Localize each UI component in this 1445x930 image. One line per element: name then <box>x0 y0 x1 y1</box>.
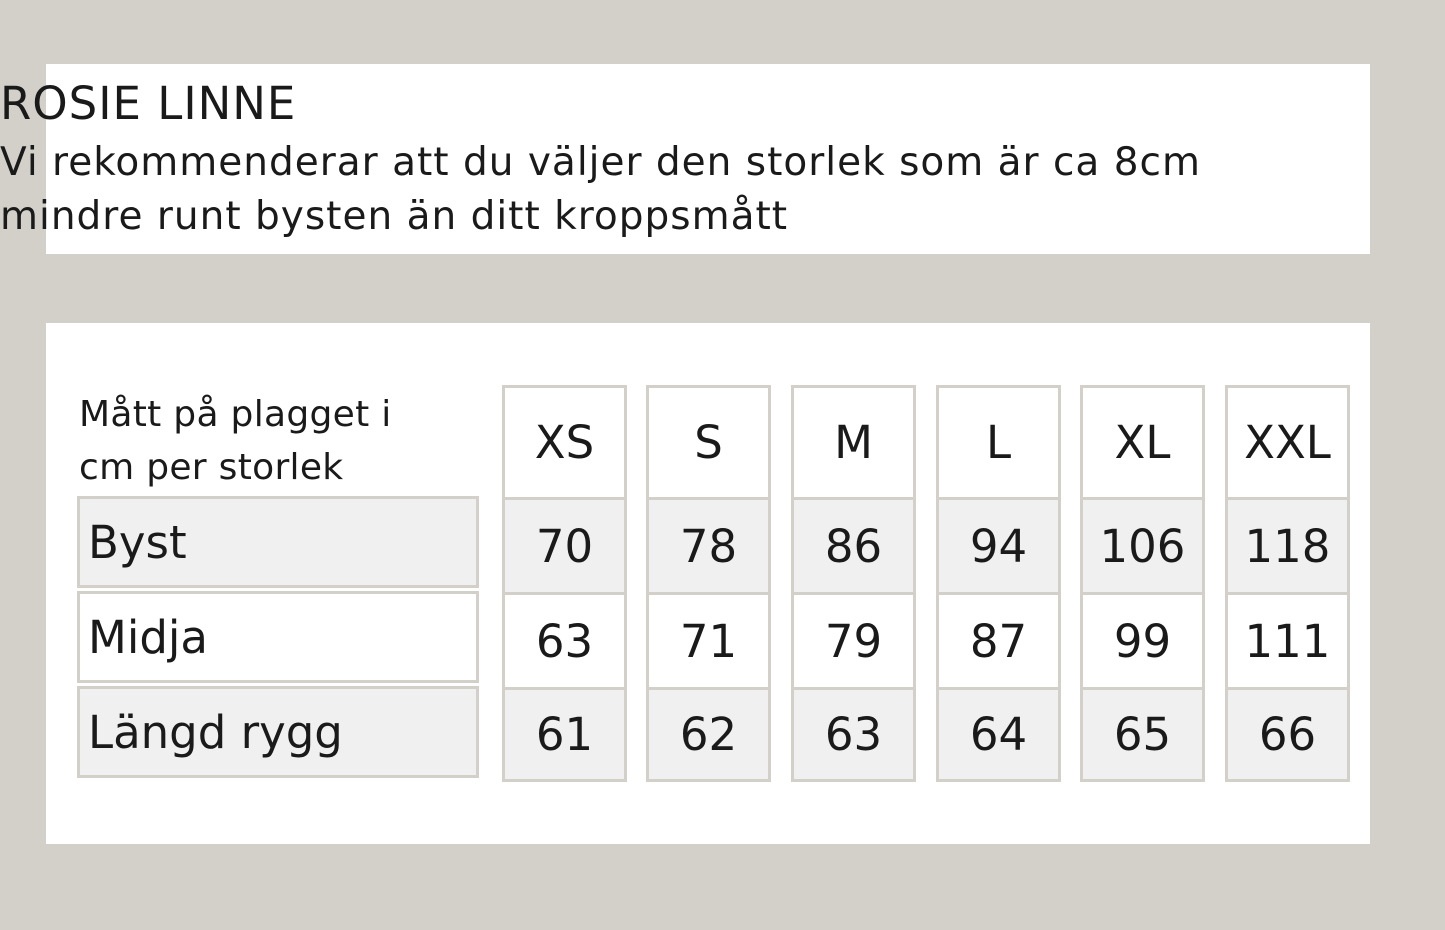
table-cell: 71 <box>649 592 768 687</box>
size-column-xl <box>1080 385 1205 782</box>
table-label-header <box>79 388 479 494</box>
row-label-midja: Midja <box>77 591 479 683</box>
table-cell: 66 <box>1228 687 1347 779</box>
size-header: XS <box>534 416 595 469</box>
size-column-m <box>791 385 916 782</box>
size-column-s <box>646 385 771 782</box>
subtitle-line-1: Vi rekommenderar att du väljer den storlek som är ca 8cm <box>0 140 1201 185</box>
size-header: S <box>694 416 723 469</box>
table-cell: 78 <box>649 497 768 592</box>
size-header: XXL <box>1244 416 1331 469</box>
table-cell: 94 <box>939 497 1058 592</box>
size-header: M <box>834 416 873 469</box>
table-cell: 86 <box>794 497 913 592</box>
table-cell: 79 <box>794 592 913 687</box>
table-cell: 63 <box>794 687 913 779</box>
table-cell: 61 <box>505 687 624 779</box>
table-cell: 106 <box>1083 497 1202 592</box>
size-header: L <box>985 416 1012 469</box>
table-cell: 118 <box>1228 497 1347 592</box>
size-header: XL <box>1114 416 1171 469</box>
page-title: ROSIE LINNE <box>0 77 297 130</box>
table-cell: 65 <box>1083 687 1202 779</box>
table-cell: 87 <box>939 592 1058 687</box>
size-column-l <box>936 385 1061 782</box>
row-label-langd-rygg: Längd rygg <box>77 686 479 778</box>
table-cell: 111 <box>1228 592 1347 687</box>
table-label-line-2: cm per storlek <box>79 447 344 488</box>
table-label-line-1: Mått på plagget i <box>79 394 392 435</box>
table-cell: 63 <box>505 592 624 687</box>
table-cell: 99 <box>1083 592 1202 687</box>
subtitle-line-2: mindre runt bysten än ditt kroppsmått <box>0 194 789 239</box>
table-cell: 64 <box>939 687 1058 779</box>
size-column-xxl <box>1225 385 1350 782</box>
table-cell: 70 <box>505 497 624 592</box>
size-column-xs <box>502 385 627 782</box>
table-cell: 62 <box>649 687 768 779</box>
row-label-byst: Byst <box>77 496 479 588</box>
